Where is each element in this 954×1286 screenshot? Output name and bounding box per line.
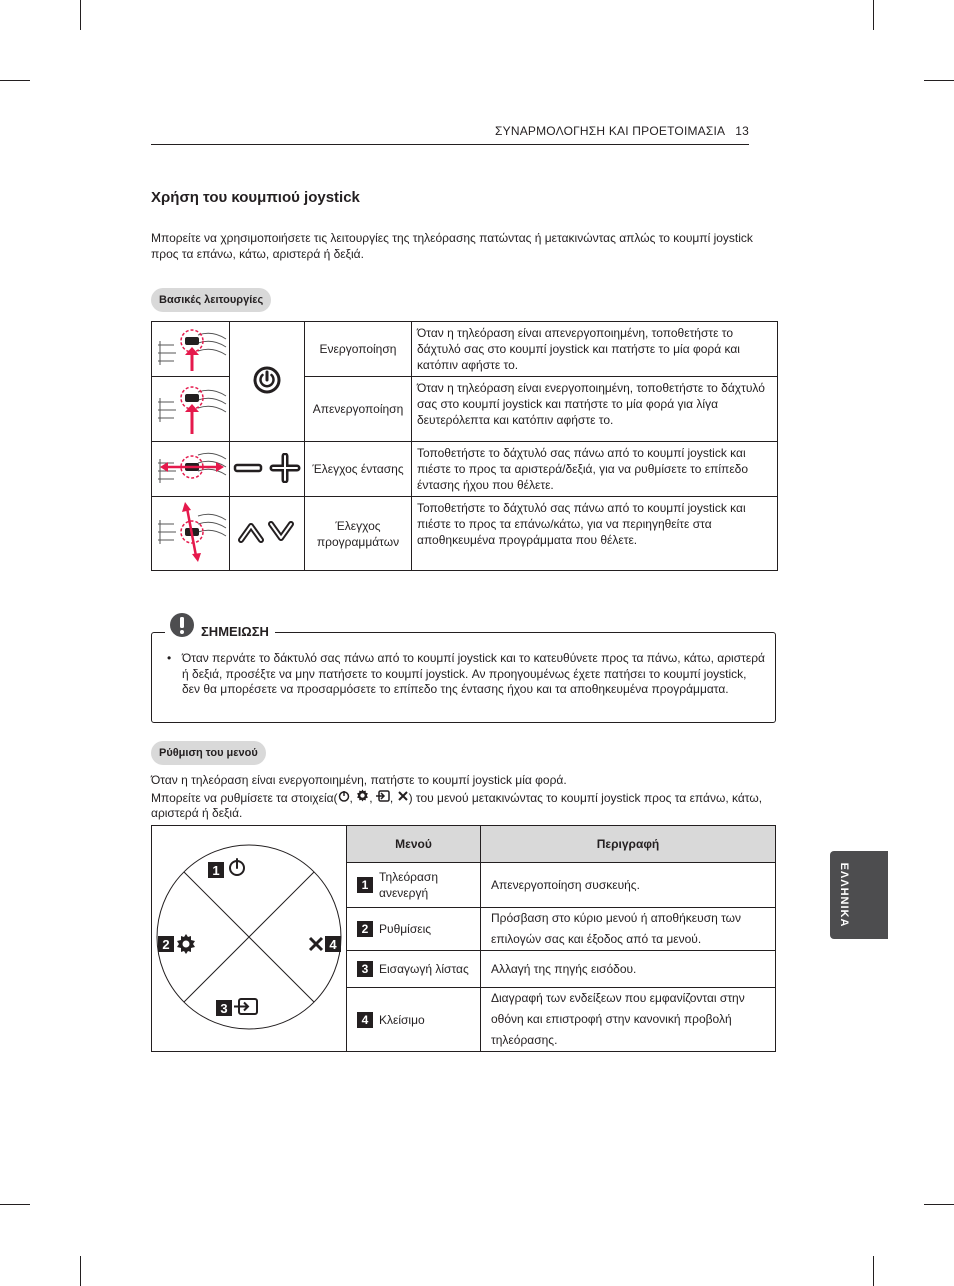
- menu-item-description: Πρόσβαση στο κύριο μενού ή αποθήκευση των επιλογών σας και έξοδος από τα μενού.: [481, 908, 776, 951]
- menu-item-label: Εισαγωγή λίστας: [379, 962, 469, 976]
- diagram-number-1: 1: [212, 863, 220, 878]
- diagram-number-3: 3: [220, 1001, 228, 1016]
- crop-mark: [873, 0, 874, 30]
- menu-item: [347, 951, 481, 988]
- note-text: Όταν περνάτε το δάκτυλό σας πάνω από το κουμπί joystick και το κατευθύνετε προς τα πάνω, κάτω, αριστερά ή δεξιά, προσέξτε να μην πατήσετε το κουμπί joystick. Αν προηγουμένως έχετε πατήσει το κουμπί joystick, δεν θα μπορέσετε να προσαρμόσετε το επίπεδο της έντασης ήχου και τα αποθηκευμένα προγράμματα.: [182, 651, 765, 696]
- note-header: [165, 610, 275, 639]
- menu-setup-line1: Όταν η τηλεόραση είναι ενεργοποιημένη, πατήστε το κουμπί joystick μία φορά.: [151, 773, 567, 787]
- crop-mark: [0, 1204, 30, 1205]
- page-number: 13: [735, 124, 749, 138]
- settings-gear-icon: [356, 789, 369, 802]
- crop-mark: [80, 0, 81, 30]
- menu-item-description: Διαγραφή των ενδείξεων που εμφανίζονται στην οθόνη και επιστροφή στην κανονική προβολή τηλεόρασης.: [481, 988, 776, 1052]
- function-description: Όταν η τηλεόραση είναι απενεργοποιημένη, τοποθετήστε το δάχτυλό σας στο κουμπί joystick και πατήστε το μία φορά και κατόπιν αφήστε το.: [412, 322, 778, 377]
- crop-mark: [80, 1256, 81, 1286]
- page-header: [151, 122, 749, 145]
- table-row: [152, 322, 778, 377]
- power-icon: [338, 790, 350, 802]
- input-source-icon: [376, 790, 390, 802]
- power-icon: [230, 859, 244, 875]
- basic-functions-table: [151, 321, 778, 571]
- note-title: ΣΗΜΕΙΩΣΗ: [201, 624, 269, 639]
- menu-item-label: Τηλεόραση ανενεργή: [379, 870, 438, 900]
- crop-mark: [873, 1256, 874, 1286]
- function-description: Τοποθετήστε το δάχτυλό σας πάνω από το κουμπί joystick και πιέστε το προς τα επάνω/κάτω, για να περιηγηθείτε στα αποθηκευμένα προγράμματα που θέλετε.: [412, 497, 778, 571]
- joystick-menu-diagram: [152, 826, 347, 1052]
- menu-item: [347, 863, 481, 908]
- table-row: [152, 442, 778, 497]
- joystick-up-down-illustration: [152, 497, 230, 571]
- basic-functions-label: Βασικές λειτουργίες: [151, 288, 271, 312]
- menu-number-badge: 2: [357, 921, 373, 937]
- column-header-description: Περιγραφή: [481, 826, 776, 863]
- settings-gear-icon: [177, 934, 195, 954]
- page-title: Χρήση του κουμπιού joystick: [151, 189, 360, 206]
- note-list: [167, 651, 767, 698]
- menu-setup-line2: Μπορείτε να ρυθμίσετε τα στοιχεία( , , , ) του μενού μετακινώντας το κουμπί joystick προς τα επάνω, κάτω, αριστερά ή δεξιά.: [151, 790, 763, 820]
- close-x-icon: [310, 938, 322, 950]
- table-header-row: [152, 826, 776, 863]
- volume-minus-icon: [235, 465, 261, 471]
- menu-item: [347, 988, 481, 1052]
- menu-number-badge: 4: [357, 1012, 373, 1028]
- crop-mark: [0, 80, 30, 81]
- section-title: ΣΥΝΑΡΜΟΛΟΓΗΣΗ ΚΑΙ ΠΡΟΕΤΟΙΜΑΣΙΑ: [495, 124, 726, 138]
- menu-item-label: Ρυθμίσεις: [379, 922, 432, 936]
- menu-setup-paragraph: [151, 773, 777, 822]
- menu-table: [151, 825, 776, 1052]
- diagram-number-4: 4: [329, 937, 337, 952]
- joystick-press-illustration: [152, 322, 230, 377]
- menu-item-label: Κλείσιμο: [379, 1012, 425, 1027]
- intro-paragraph: Μπορείτε να χρησιμοποιήσετε τις λειτουργίες της τηλεόρασης πατώντας ή μετακινώντας απλώς το κουμπί joystick προς τα επάνω, κάτω, αριστερά ή δεξιά.: [151, 231, 753, 261]
- menu-number-badge: 3: [357, 961, 373, 977]
- language-label: ΕΛΛΗΝΙΚΑ: [838, 862, 850, 928]
- table-row: [152, 497, 778, 571]
- menu-setup-label: Ρύθμιση του μενού: [151, 741, 266, 765]
- joystick-left-right-illustration: [152, 442, 230, 497]
- function-name: Έλεγχος προγραμμάτων: [305, 497, 412, 571]
- function-description: Τοποθετήστε το δάχτυλό σας πάνω από το κουμπί joystick και πιέστε το προς τα αριστερά/δεξιά, για να ρυθμίσετε το επίπεδο έντασης ήχου που θέλετε.: [412, 442, 778, 497]
- bullet: •: [167, 651, 172, 665]
- crop-mark: [924, 1204, 954, 1205]
- volume-controls: [230, 442, 305, 497]
- language-side-tab: [830, 851, 888, 939]
- close-x-icon: [397, 790, 409, 802]
- menu-item-description: Απενεργοποίηση συσκευής.: [481, 863, 776, 908]
- input-source-icon: [234, 999, 257, 1014]
- column-header-menu: Μενού: [347, 826, 481, 863]
- crop-mark: [924, 80, 954, 81]
- function-name: Απενεργοποίηση: [305, 377, 412, 442]
- menu-item-description: Αλλαγή της πηγής εισόδου.: [481, 951, 776, 988]
- warning-exclamation-icon: [169, 612, 195, 638]
- function-name: Ενεργοποίηση: [305, 322, 412, 377]
- function-name: Έλεγχος έντασης: [305, 442, 412, 497]
- channel-controls: [230, 497, 305, 571]
- power-icon: [230, 322, 305, 442]
- menu-number-badge: 1: [357, 877, 373, 893]
- menu-item: [347, 908, 481, 951]
- joystick-hold-illustration: [152, 377, 230, 442]
- diagram-number-2: 2: [162, 937, 170, 952]
- function-description: Όταν η τηλεόραση είναι ενεργοποιημένη, τοποθετήστε το δάχτυλό σας στο κουμπί joystick και πατήστε το μία φορά για λίγα δευτερόλεπτα και κατόπιν αφήστε το.: [412, 377, 778, 442]
